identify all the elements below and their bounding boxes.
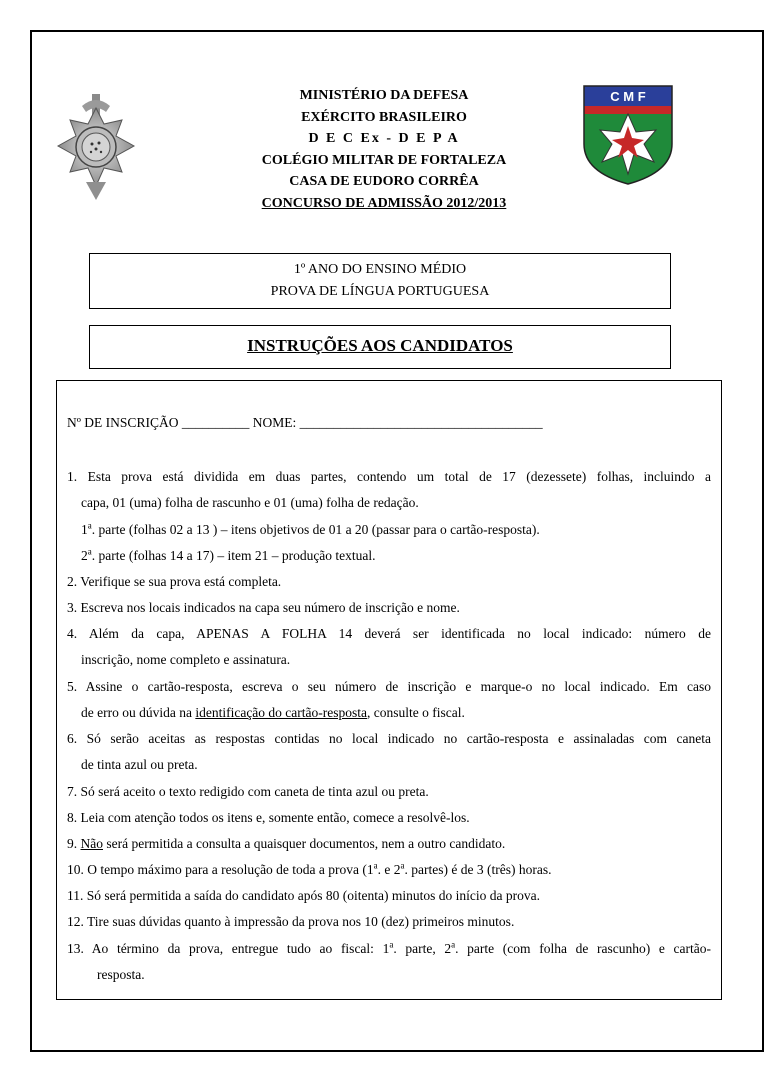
part1-num: 1 bbox=[81, 522, 88, 537]
instruction-5-line-a: 5. Assine o cartão-resposta, escreva o seu número de inscrição e marque-o no local indicado. Em caso bbox=[67, 679, 711, 694]
inscription-form-line bbox=[67, 415, 711, 431]
instruction-5-post: , consulte o fiscal. bbox=[367, 705, 465, 720]
instruction-13-sup2: a bbox=[451, 939, 456, 950]
instruction-1-part1 bbox=[67, 522, 711, 538]
instruction-13-line-b: resposta. bbox=[97, 967, 145, 982]
instruction-1-line-b: capa, 01 (uma) folha de rascunho e 01 (uma) folha de redação. bbox=[81, 495, 419, 510]
instruction-1-line-a: 1. Esta prova está dividida em duas partes, contendo um total de 17 (dezessete) folhas, incluindo a bbox=[67, 469, 711, 484]
part1-sup: a bbox=[87, 520, 92, 531]
instruction-1-part2 bbox=[67, 548, 711, 564]
instruction-12: 12. Tire suas dúvidas quanto à impressão da prova nos 10 (dez) primeiros minutos. bbox=[67, 914, 515, 929]
instruction-5-line-b bbox=[67, 705, 711, 721]
instruction-10-a: 10. O tempo máximo para a resolução de toda a prova (1 bbox=[67, 862, 374, 877]
instruction-13-b: . parte, 2 bbox=[393, 941, 452, 956]
header-ministerio: MINISTÉRIO DA DEFESA bbox=[299, 88, 469, 103]
nome-label: NOME: bbox=[252, 415, 297, 430]
instructions-title-box bbox=[89, 325, 671, 369]
inscricao-field[interactable]: __________ bbox=[181, 415, 250, 430]
instruction-10 bbox=[67, 862, 711, 878]
cmf-emblem-text: C M F bbox=[610, 89, 646, 104]
header-concurso: CONCURSO DE ADMISSÃO 2012/2013 bbox=[261, 195, 507, 211]
nome-field[interactable]: ____________________________________ bbox=[299, 415, 543, 430]
instruction-10-b: . e 2 bbox=[377, 862, 401, 877]
instruction-10-c: . partes) é de 3 (três) horas. bbox=[404, 862, 552, 877]
instruction-4-line-a: 4. Além da capa, APENAS A FOLHA 14 deverá ser identificada no local indicado: número de bbox=[67, 626, 711, 641]
instruction-4-line-b: inscrição, nome completo e assinatura. bbox=[81, 652, 291, 667]
inscricao-label: Nº DE INSCRIÇÃO bbox=[67, 415, 179, 430]
instruction-10-sup1: a bbox=[373, 860, 378, 871]
header-casa: CASA DE EUDORO CORRÊA bbox=[289, 174, 479, 189]
instruction-11: 11. Só será permitida a saída do candidato após 80 (oitenta) minutos do início da prova. bbox=[67, 888, 541, 903]
instruction-6-line-a: 6. Só serão aceitas as respostas contidas no local indicado no cartão-resposta e assinaladas com caneta bbox=[67, 731, 711, 746]
instruction-6-line-b: de tinta azul ou preta. bbox=[81, 757, 198, 772]
exam-info-box bbox=[89, 253, 671, 309]
instruction-13-c: . parte (com folha de rascunho) e cartão- bbox=[455, 941, 711, 956]
instruction-10-sup2: a bbox=[400, 860, 405, 871]
instructions-box bbox=[56, 380, 722, 1000]
part1-text: . parte (folhas 02 a 13 ) – itens objetivos de 01 a 20 (passar para o cartão-resposta). bbox=[91, 522, 540, 537]
instruction-9-underlined: Não bbox=[80, 836, 103, 851]
instruction-2: 2. Verifique se sua prova está completa. bbox=[67, 574, 282, 589]
instructions-title: INSTRUÇÕES AOS CANDIDATOS bbox=[247, 336, 513, 355]
part2-text: . parte (folhas 14 a 17) – item 21 – produção textual. bbox=[91, 548, 376, 563]
exam-year-label: 1º ANO DO ENSINO MÉDIO bbox=[293, 262, 467, 277]
exercito-emblem-icon bbox=[52, 94, 140, 202]
instruction-7: 7. Só será aceito o texto redigido com caneta de tinta azul ou preta. bbox=[67, 784, 429, 799]
part2-sup: a bbox=[87, 546, 92, 557]
part2-num: 2 bbox=[81, 548, 88, 563]
cmf-emblem-icon bbox=[582, 84, 674, 186]
instruction-8: 8. Leia com atenção todos os itens e, somente então, comece a resolvê-los. bbox=[67, 810, 470, 825]
instruction-13-sup1: a bbox=[389, 939, 394, 950]
instruction-5-pre: de erro ou dúvida na bbox=[81, 705, 196, 720]
header-decex-depa: D E C Ex - D E P A bbox=[308, 131, 460, 146]
header-exercito: EXÉRCITO BRASILEIRO bbox=[301, 109, 467, 125]
exam-subject-label: PROVA DE LÍNGUA PORTUGUESA bbox=[270, 284, 490, 299]
instruction-9 bbox=[67, 836, 711, 852]
institution-header bbox=[200, 85, 568, 214]
header-colegio: COLÉGIO MILITAR DE FORTALEZA bbox=[261, 152, 507, 168]
instruction-13-line-a bbox=[67, 941, 711, 957]
instruction-13-a: 13. Ao término da prova, entregue tudo ao fiscal: 1 bbox=[67, 941, 390, 956]
instruction-5-underlined: identificação do cartão-resposta bbox=[195, 705, 368, 720]
instruction-3: 3. Escreva nos locais indicados na capa seu número de inscrição e nome. bbox=[67, 600, 460, 615]
instruction-9-post: será permitida a consulta a quaisquer documentos, nem a outro candidato. bbox=[103, 836, 506, 851]
instruction-9-pre: 9. bbox=[67, 836, 81, 851]
